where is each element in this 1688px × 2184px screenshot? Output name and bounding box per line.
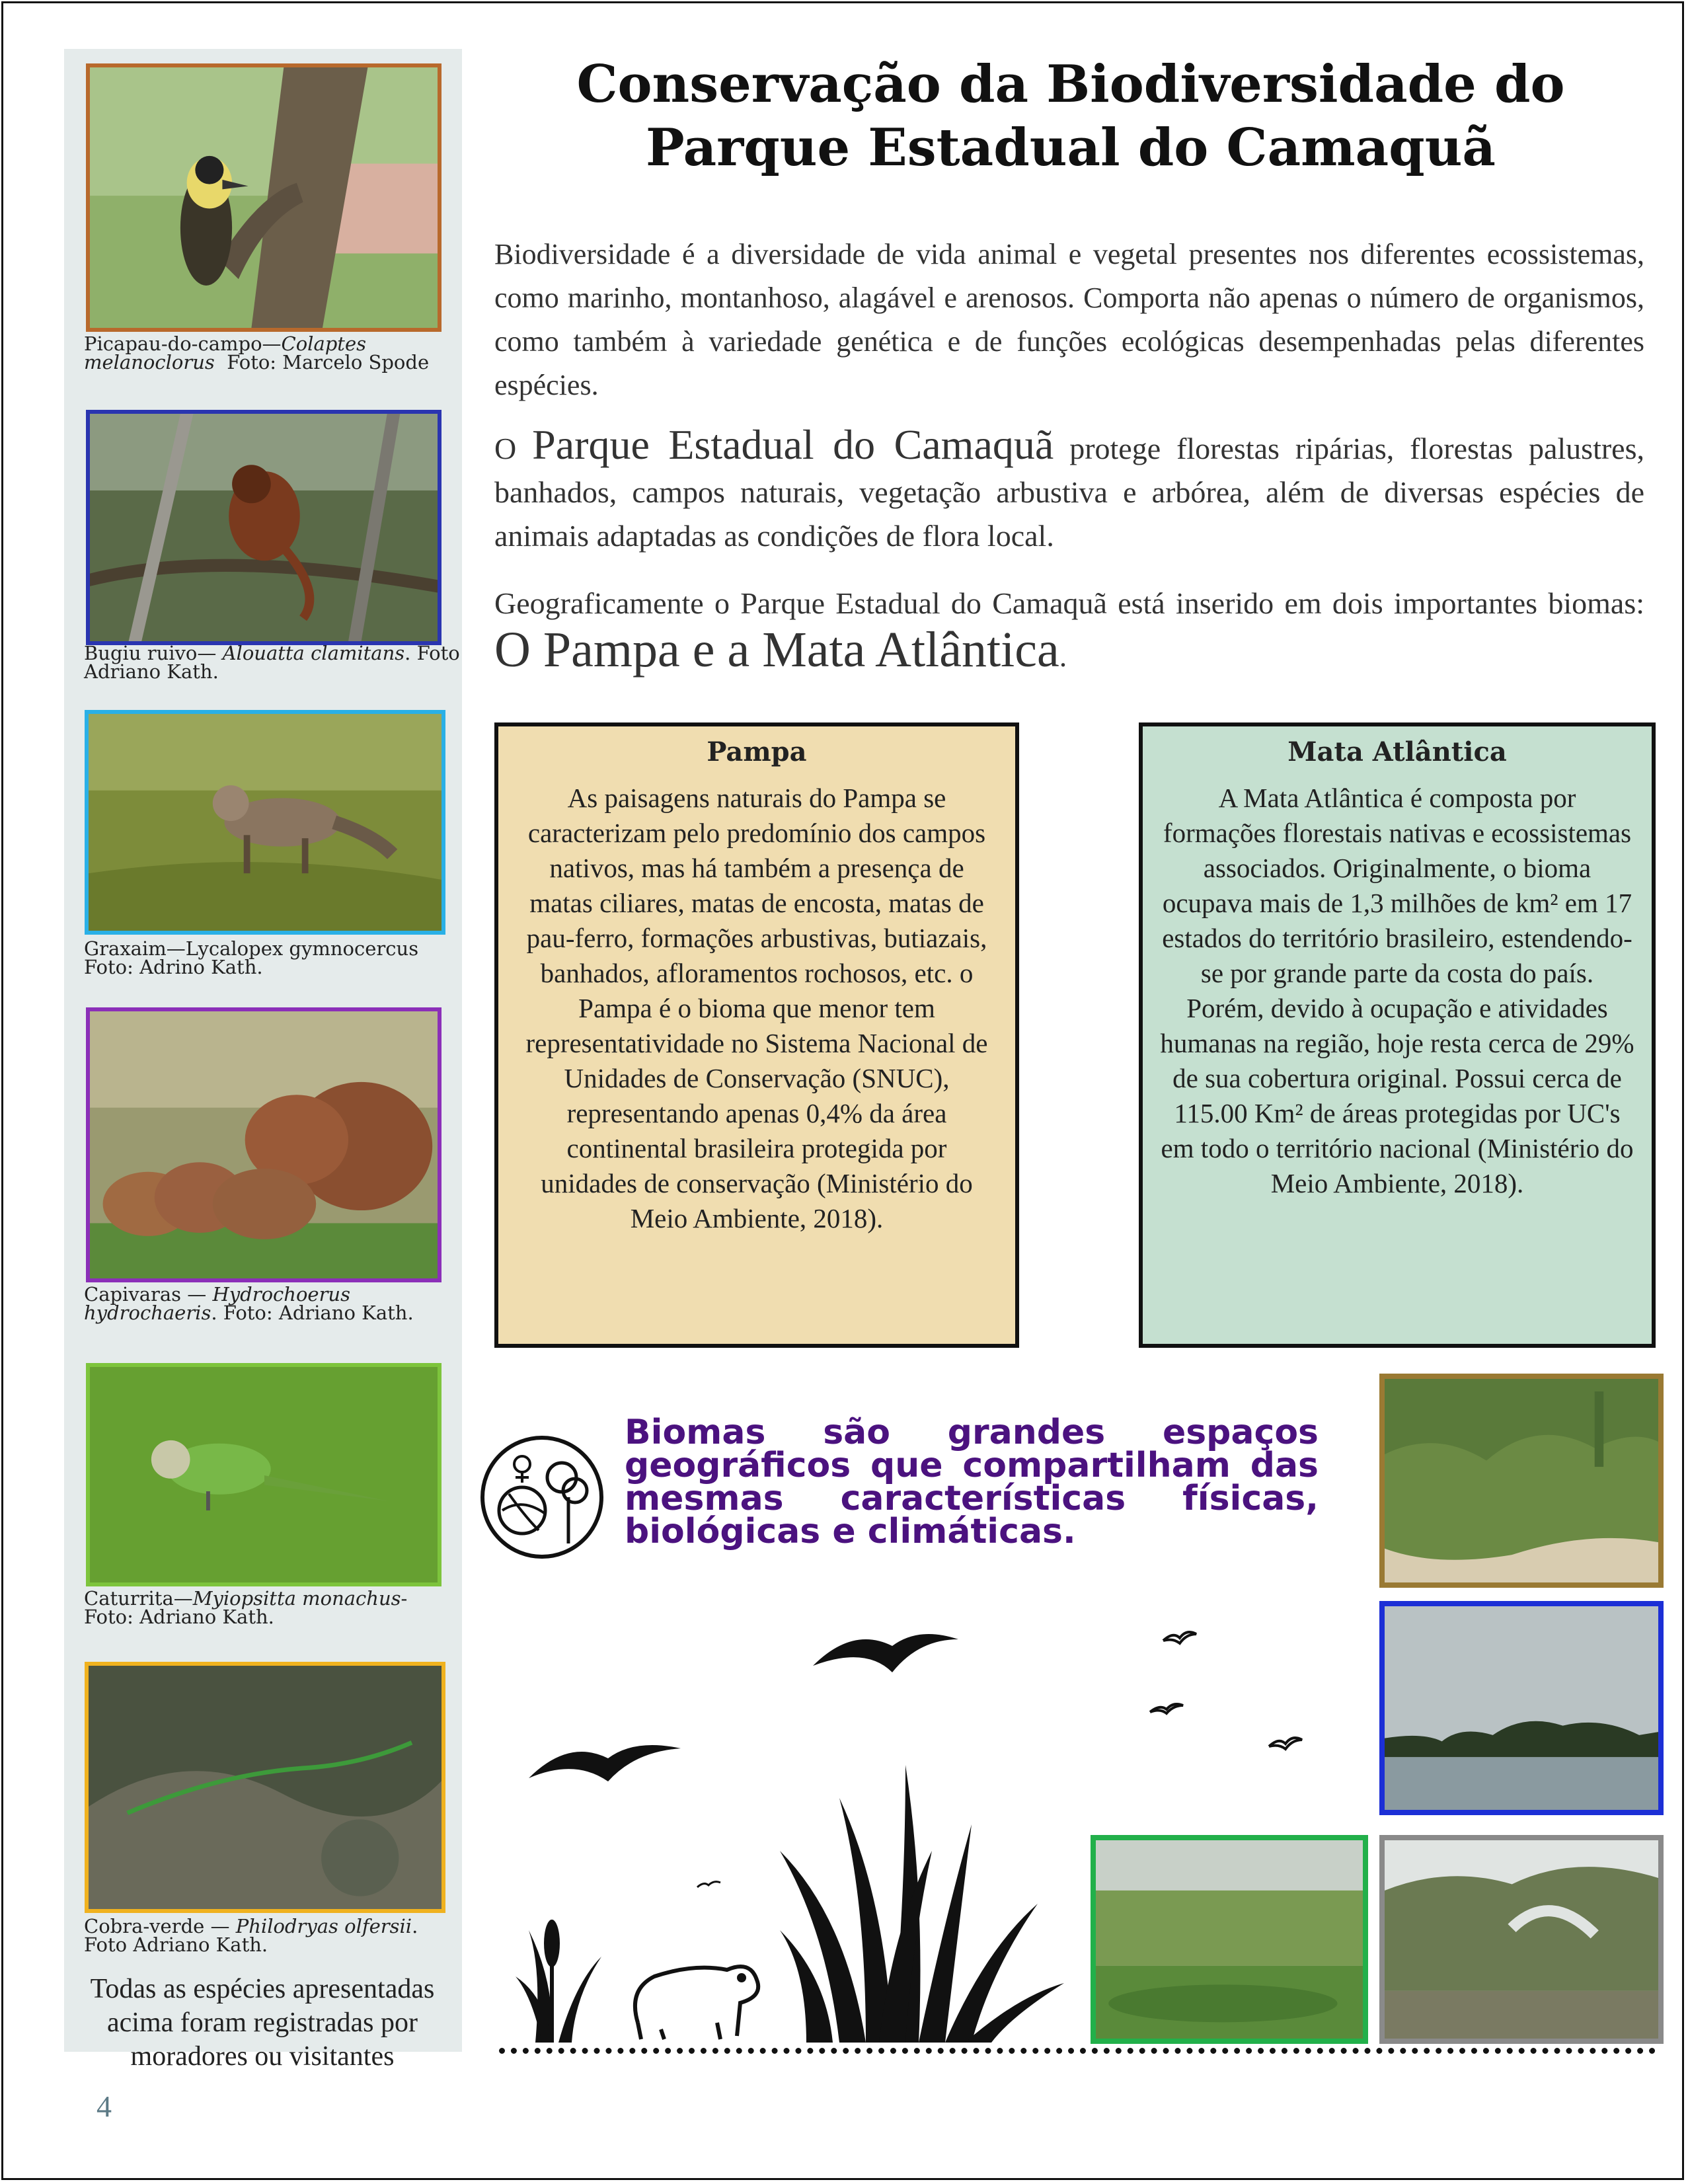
page-number: 4	[96, 2089, 112, 2123]
species-caption: Cobra-verde — Philodryas olfersii. Foto Adriano Kath.	[84, 1915, 418, 1956]
capybara-icon	[635, 1967, 758, 2039]
bird-icon	[529, 1745, 681, 1781]
landscape-photo-river-island	[1379, 1601, 1664, 1815]
geo-end: .	[1059, 639, 1067, 673]
bird-icon	[1150, 1704, 1183, 1713]
pampa-text: As paisagens naturais do Pampa se caracterizam pelo predomínio dos campos nativos, mas há também a presença de matas ciliares, matas de encosta, matas de pau-ferro, formações arbustivas, butiazais, banhados, afloramentos rochosos, etc. o Pampa é o bioma que menor tem representatividade no Sistema Nacional de Unidades de Conservação (SNUC), representando apenas 0,4% da área continental brasileira protegida por unidades de conservação (Ministério do Meio Ambiente, 2018).	[525, 783, 988, 1233]
species-caption: Bugiu ruivo— Alouatta clamitans. Foto Adriano Kath.	[84, 642, 460, 683]
bird-icon	[697, 1882, 720, 1887]
fox-photo	[85, 710, 445, 935]
mata-atlantica-text: A Mata Atlântica é composta por formações florestais nativas e ecossistemas associados. Originalmente, o bioma ocupava mais de 1,3 milhões de km² em 17 estados do território brasileiro, estendendo-se por grande parte da costa do país. Porém, devido à ocupação e atividades humanas na região, hoje resta cerca de 29% de sua cobertura original. Possui cerca de 115.00 Km² de áreas protegidas por UC's em todo o território nacional (Ministério do Meio Ambiente, 2018).	[1160, 783, 1634, 1198]
park-lead: O	[494, 432, 517, 465]
sidebar-note: Todas as espécies apresentadas acima foram registradas por moradores ou visitantes	[90, 1974, 435, 2072]
dotted-divider	[499, 2048, 1656, 2054]
biomes-definition: Biomas são grandes espaços geográficos que compartilham das mesmas características físicas, biológicas e climáticas.	[625, 1413, 1319, 1551]
landscape-photo-marsh	[1091, 1835, 1368, 2044]
biomes-highlight: O Pampa e a Mata Atlântica	[494, 622, 1059, 678]
bird-icon	[813, 1634, 958, 1672]
geo-paragraph	[494, 580, 1644, 680]
species-caption: Capivaras — Hydrochoerus hydrochaeris. Foto: Adriano Kath.	[84, 1283, 414, 1324]
geo-text: Geograficamente o Parque Estadual do Camaquã está inserido em dois importantes biomas:	[494, 586, 1644, 620]
woodpecker-photo	[86, 63, 441, 332]
page-title: Conservação da Biodiversidade do Parque Estadual do Camaquã	[576, 54, 1565, 178]
mata-atlantica-title: Mata Atlântica	[1287, 736, 1507, 767]
bird-icon	[1163, 1632, 1196, 1643]
species-sidebar	[64, 49, 462, 2072]
landscape-photo-shrubland	[1379, 1374, 1664, 1588]
species-caption: Graxaim—Lycalopex gymnocercus Foto: Adrino Kath.	[84, 937, 419, 978]
tall-grass-icon	[780, 1765, 1064, 2043]
parakeet-photo	[86, 1363, 441, 1586]
cattail-icon	[516, 1920, 601, 2043]
intro-paragraph: Biodiversidade é a diversidade de vida animal e vegetal presentes nos diferentes ecossistemas, como marinho, montanhoso, alagável e arenosos. Comporta não apenas o número de organismos, como também à variedade genética e de funções ecológicas desempenhadas pelas diferentes espécies.	[494, 238, 1644, 401]
bird-icon	[1269, 1738, 1302, 1749]
biome-globe-icon	[476, 1431, 608, 1563]
park-text: protege florestas ripárias, florestas palustres, banhados, campos naturais, vegetação arbustiva e arbórea, além de diversas espécies de animais adaptadas as condições de flora local.	[494, 432, 1644, 553]
species-caption: Picapau-do-campo—Colaptes melanoclorus Foto: Marcelo Spode	[84, 332, 430, 373]
pampa-title: Pampa	[707, 736, 807, 767]
howler-monkey-photo	[86, 410, 441, 645]
species-caption: Caturrita—Myiopsitta monachus- Foto: Adriano Kath.	[84, 1587, 408, 1628]
mata-atlantica-box	[1139, 722, 1656, 1348]
pampa-box	[494, 722, 1019, 1348]
park-name: Parque Estadual do Camaquã	[532, 421, 1054, 468]
snake-photo	[85, 1662, 445, 1913]
capybaras-photo	[86, 1007, 441, 1282]
landscape-photo-riparian-forest	[1379, 1835, 1664, 2044]
park-paragraph	[494, 423, 1644, 558]
